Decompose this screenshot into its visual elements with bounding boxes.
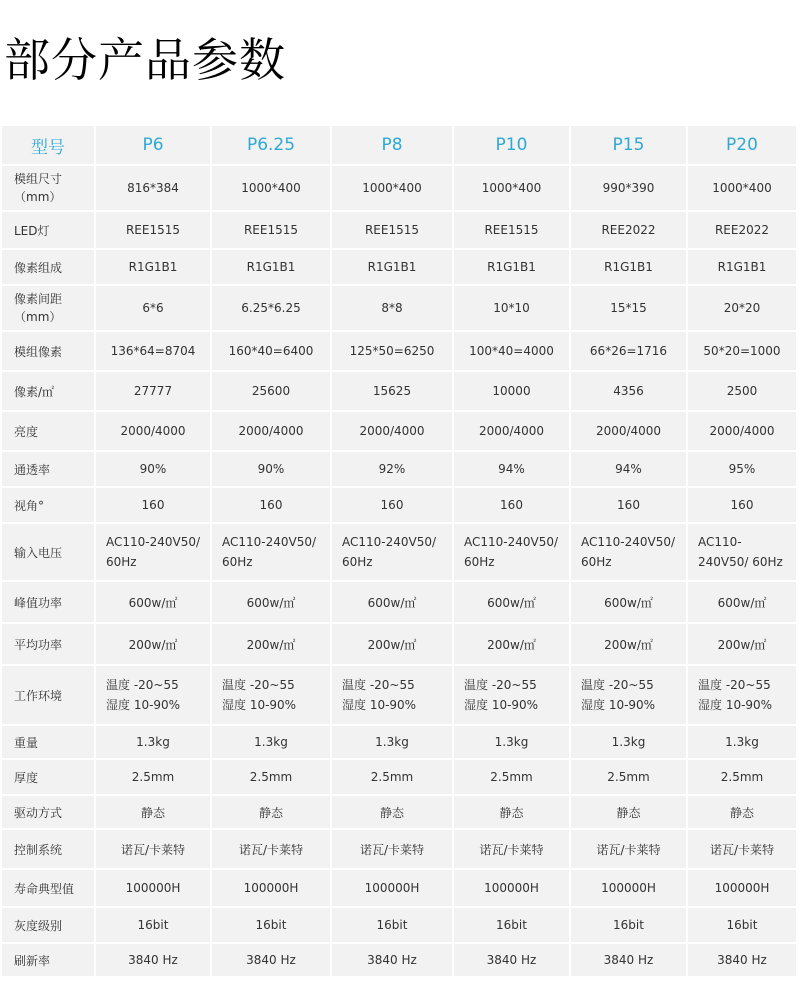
table-row [2, 796, 796, 828]
table-row [2, 666, 796, 724]
row-label-text: 控制系统 [14, 842, 63, 857]
table-cell: 66*26=1716 [571, 332, 686, 370]
row-label-text: 像素组成 [14, 260, 63, 275]
table-row [2, 488, 796, 522]
header-model-label: 型号 [2, 126, 94, 164]
cell-line: 温度 -20~55 [222, 678, 295, 692]
row-label [2, 412, 94, 450]
row-label [2, 760, 94, 794]
row-label [2, 452, 94, 486]
table-cell: 诺瓦/卡莱特 [96, 830, 210, 868]
table-cell: 94% [571, 452, 686, 486]
row-label-unit: （mm） [14, 190, 62, 204]
cell-line: 湿度 10-90% [106, 698, 181, 712]
cell-line: 温度 -20~55 [464, 678, 537, 692]
table-cell: 2.5mm [454, 760, 569, 794]
table-row [2, 726, 796, 758]
table-cell [688, 524, 796, 580]
table-cell: 100000H [571, 870, 686, 906]
cell-line: 温度 -20~55 [581, 678, 654, 692]
table-cell: 16bit [96, 908, 210, 942]
table-header-row [2, 126, 796, 164]
table-cell: 100000H [212, 870, 330, 906]
table-cell: 3840 Hz [571, 944, 686, 976]
row-label [2, 870, 94, 906]
table-cell: 8*8 [332, 286, 452, 330]
table-row [2, 250, 796, 284]
table-cell: 静态 [96, 796, 210, 828]
table-cell: 诺瓦/卡莱特 [212, 830, 330, 868]
row-label-text: 峰值功率 [14, 595, 63, 610]
table-cell: 诺瓦/卡莱特 [332, 830, 452, 868]
table-cell: REE1515 [96, 212, 210, 248]
table-cell: 2.5mm [96, 760, 210, 794]
table-cell: R1G1B1 [332, 250, 452, 284]
table-cell [332, 666, 452, 724]
row-label-text: 工作环境 [14, 688, 63, 703]
table-cell: 1.3kg [96, 726, 210, 758]
table-cell: 3840 Hz [332, 944, 452, 976]
row-label [2, 726, 94, 758]
table-cell: 3840 Hz [454, 944, 569, 976]
table-cell: 100*40=4000 [454, 332, 569, 370]
table-cell: 160 [96, 488, 210, 522]
table-cell: R1G1B1 [571, 250, 686, 284]
table-cell: 136*64=8704 [96, 332, 210, 370]
cell-line: AC110-240V50/ [581, 535, 676, 549]
table-cell: 100000H [454, 870, 569, 906]
row-label [2, 286, 94, 330]
table-cell: 1000*400 [332, 166, 452, 210]
row-label-text: 输入电压 [14, 545, 63, 560]
table-cell: R1G1B1 [96, 250, 210, 284]
table-cell: 4356 [571, 372, 686, 410]
table-row [2, 624, 796, 664]
table-cell: 2000/4000 [212, 412, 330, 450]
table-cell: 1000*400 [688, 166, 796, 210]
header-model-p8: P8 [332, 126, 452, 164]
table-cell: 1.3kg [332, 726, 452, 758]
table-cell: REE1515 [212, 212, 330, 248]
table-row [2, 944, 796, 976]
table-cell: 2.5mm [688, 760, 796, 794]
table-cell: 1.3kg [212, 726, 330, 758]
table-cell: R1G1B1 [688, 250, 796, 284]
row-label [2, 524, 94, 580]
row-label [2, 372, 94, 410]
table-cell: 200w/㎡ [96, 624, 210, 664]
table-row [2, 332, 796, 370]
table-cell: 2500 [688, 372, 796, 410]
table-cell: 15*15 [571, 286, 686, 330]
table-cell: 200w/㎡ [571, 624, 686, 664]
row-label [2, 830, 94, 868]
cell-line: 湿度 10-90% [581, 698, 656, 712]
table-cell: 2000/4000 [688, 412, 796, 450]
table-cell: 160 [454, 488, 569, 522]
table-cell [688, 666, 796, 724]
table-cell: 10*10 [454, 286, 569, 330]
table-cell [212, 524, 330, 580]
header-model-p6: P6 [96, 126, 210, 164]
row-label-text: 像素/㎡ [14, 384, 55, 399]
table-cell: 200w/㎡ [212, 624, 330, 664]
row-label-text: 厚度 [14, 770, 39, 785]
row-label-text: 通透率 [14, 462, 51, 477]
table-cell: REE2022 [688, 212, 796, 248]
table-row [2, 372, 796, 410]
table-cell: 1.3kg [688, 726, 796, 758]
table-cell: 600w/㎡ [571, 582, 686, 622]
header-model-p15: P15 [571, 126, 686, 164]
row-label-text: 像素间距 [14, 292, 63, 306]
table-cell: 诺瓦/卡莱特 [454, 830, 569, 868]
row-label [2, 212, 94, 248]
cell-line: 60Hz [342, 555, 373, 569]
table-cell: 2.5mm [212, 760, 330, 794]
table-cell: 990*390 [571, 166, 686, 210]
table-cell: 1000*400 [454, 166, 569, 210]
row-label [2, 624, 94, 664]
table-cell: 16bit [212, 908, 330, 942]
table-cell: 1.3kg [571, 726, 686, 758]
table-cell: 10000 [454, 372, 569, 410]
table-cell: 92% [332, 452, 452, 486]
table-row [2, 908, 796, 942]
table-cell: 160 [332, 488, 452, 522]
cell-line: 60Hz [106, 555, 137, 569]
table-row [2, 412, 796, 450]
table-cell: 诺瓦/卡莱特 [571, 830, 686, 868]
table-cell: 600w/㎡ [212, 582, 330, 622]
table-row [2, 830, 796, 868]
row-label-text: 模组尺寸 [14, 172, 63, 186]
table-cell [332, 524, 452, 580]
table-cell [96, 524, 210, 580]
cell-line: AC110- [698, 535, 742, 549]
table-row [2, 286, 796, 330]
cell-line: AC110-240V50/ [342, 535, 437, 549]
table-cell: 静态 [688, 796, 796, 828]
row-label [2, 582, 94, 622]
table-cell: 2.5mm [571, 760, 686, 794]
table-cell: REE1515 [454, 212, 569, 248]
row-label-text: 视角° [14, 498, 45, 513]
table-cell: 3840 Hz [212, 944, 330, 976]
row-label [2, 666, 94, 724]
row-label [2, 166, 94, 210]
table-cell: 100000H [332, 870, 452, 906]
table-cell: 3840 Hz [688, 944, 796, 976]
row-label-text: 驱动方式 [14, 805, 63, 820]
table-cell: 20*20 [688, 286, 796, 330]
table-cell [212, 666, 330, 724]
table-row [2, 870, 796, 906]
header-model-p20: P20 [688, 126, 796, 164]
table-cell: 95% [688, 452, 796, 486]
table-cell: 16bit [688, 908, 796, 942]
cell-line: 60Hz [464, 555, 495, 569]
row-label-text: 亮度 [14, 424, 39, 439]
cell-line: 湿度 10-90% [222, 698, 297, 712]
row-label-text: 平均功率 [14, 637, 63, 652]
table-cell: 200w/㎡ [332, 624, 452, 664]
cell-line: AC110-240V50/ [106, 535, 201, 549]
table-cell: 16bit [571, 908, 686, 942]
page-title: 部分产品参数 [4, 33, 286, 87]
row-label [2, 488, 94, 522]
table-cell: 160 [688, 488, 796, 522]
cell-line: 湿度 10-90% [464, 698, 539, 712]
table-cell: 3840 Hz [96, 944, 210, 976]
table-cell: 816*384 [96, 166, 210, 210]
header-model-p10: P10 [454, 126, 569, 164]
row-label [2, 908, 94, 942]
spec-table-body [2, 166, 796, 976]
row-label-text: LED灯 [14, 223, 50, 238]
table-cell: 2000/4000 [571, 412, 686, 450]
row-label-unit: （mm） [14, 310, 62, 324]
row-label [2, 332, 94, 370]
table-cell: 6*6 [96, 286, 210, 330]
cell-line: 温度 -20~55 [342, 678, 415, 692]
table-cell: REE1515 [332, 212, 452, 248]
table-cell: 15625 [332, 372, 452, 410]
cell-line: AC110-240V50/ [464, 535, 559, 549]
table-cell: 2.5mm [332, 760, 452, 794]
table-cell: 50*20=1000 [688, 332, 796, 370]
table-cell: 1.3kg [454, 726, 569, 758]
table-cell [454, 666, 569, 724]
table-cell [571, 666, 686, 724]
table-cell: 125*50=6250 [332, 332, 452, 370]
table-cell: 600w/㎡ [454, 582, 569, 622]
row-label-text: 灰度级别 [14, 918, 63, 933]
table-row [2, 166, 796, 210]
table-cell: 100000H [688, 870, 796, 906]
table-cell: 静态 [454, 796, 569, 828]
table-cell: 600w/㎡ [96, 582, 210, 622]
row-label-text: 刷新率 [14, 953, 51, 968]
table-cell: 静态 [571, 796, 686, 828]
table-cell: 160 [212, 488, 330, 522]
row-label-text: 寿命典型值 [14, 881, 75, 896]
row-label [2, 796, 94, 828]
table-cell: 16bit [454, 908, 569, 942]
table-cell: 1000*400 [212, 166, 330, 210]
cell-line: AC110-240V50/ [222, 535, 317, 549]
row-label-text: 重量 [14, 735, 39, 750]
table-cell: 600w/㎡ [688, 582, 796, 622]
table-cell [96, 666, 210, 724]
header-model-p6-25: P6.25 [212, 126, 330, 164]
table-cell: 100000H [96, 870, 210, 906]
table-cell: 94% [454, 452, 569, 486]
table-cell: 2000/4000 [96, 412, 210, 450]
table-cell: 16bit [332, 908, 452, 942]
table-cell: 27777 [96, 372, 210, 410]
table-cell: 160*40=6400 [212, 332, 330, 370]
table-cell: 2000/4000 [332, 412, 452, 450]
table-row [2, 760, 796, 794]
table-cell: 600w/㎡ [332, 582, 452, 622]
cell-line: 温度 -20~55 [698, 678, 771, 692]
table-cell: 200w/㎡ [454, 624, 569, 664]
table-row [2, 212, 796, 248]
table-cell [454, 524, 569, 580]
row-label [2, 250, 94, 284]
table-cell: 90% [212, 452, 330, 486]
cell-line: 60Hz [222, 555, 253, 569]
table-cell: 90% [96, 452, 210, 486]
cell-line: 240V50/ 60Hz [698, 555, 783, 569]
spec-table [0, 124, 798, 978]
table-cell: 200w/㎡ [688, 624, 796, 664]
row-label-text: 模组像素 [14, 344, 63, 359]
table-cell: REE2022 [571, 212, 686, 248]
table-row [2, 524, 796, 580]
table-row [2, 582, 796, 622]
table-cell [571, 524, 686, 580]
row-label [2, 944, 94, 976]
table-cell: 静态 [212, 796, 330, 828]
cell-line: 60Hz [581, 555, 612, 569]
table-cell: 诺瓦/卡莱特 [688, 830, 796, 868]
table-cell: R1G1B1 [454, 250, 569, 284]
table-cell: 2000/4000 [454, 412, 569, 450]
table-cell: 静态 [332, 796, 452, 828]
table-cell: R1G1B1 [212, 250, 330, 284]
cell-line: 湿度 10-90% [342, 698, 417, 712]
table-cell: 6.25*6.25 [212, 286, 330, 330]
table-row [2, 452, 796, 486]
table-cell: 160 [571, 488, 686, 522]
table-cell: 25600 [212, 372, 330, 410]
cell-line: 温度 -20~55 [106, 678, 179, 692]
cell-line: 湿度 10-90% [698, 698, 773, 712]
